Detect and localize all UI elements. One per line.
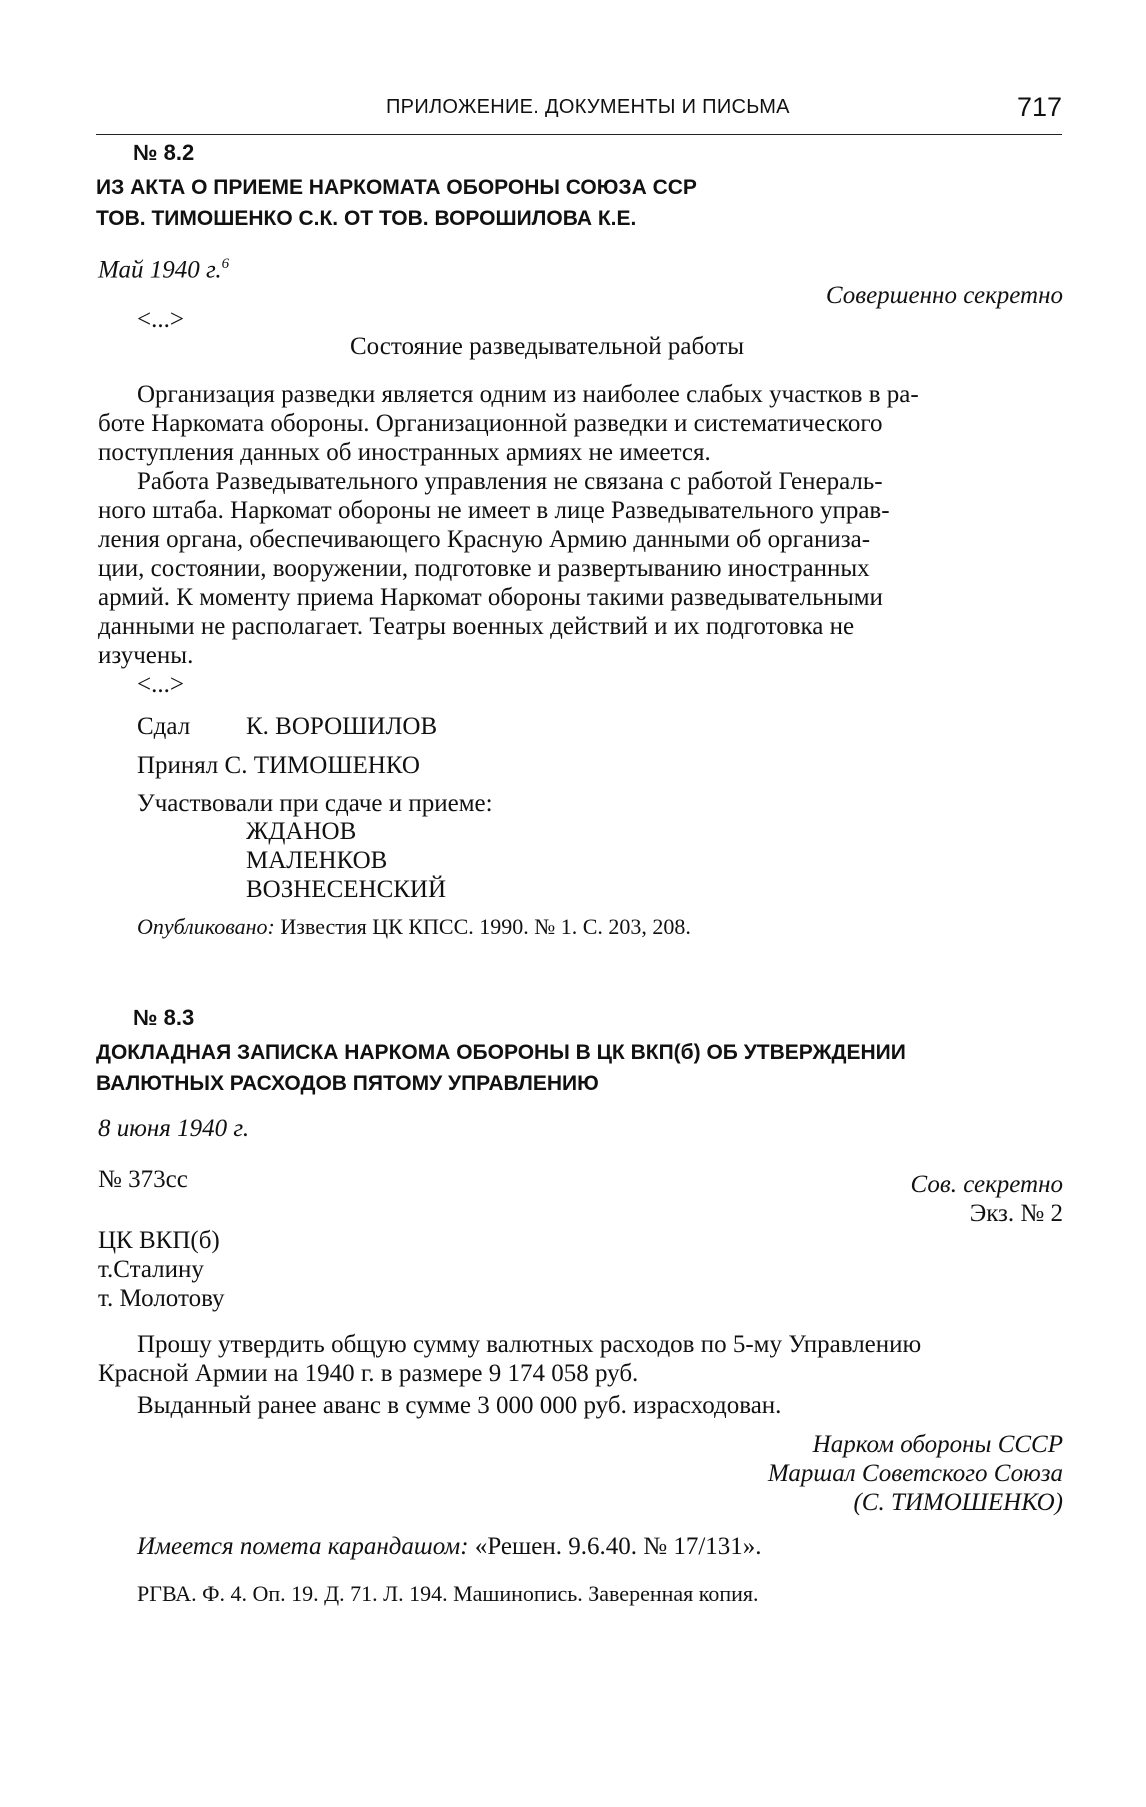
doc2-number: № 8.3 bbox=[133, 1005, 195, 1030]
doc2-reg-number: № 373сс bbox=[98, 1166, 188, 1193]
doc1-ellipsis-1: <...> bbox=[137, 306, 184, 333]
doc2-p1-line2: Красной Армии на 1940 г. в размере 9 174 058 руб. bbox=[98, 1360, 639, 1387]
doc1-handed-label: Сдал bbox=[137, 713, 191, 740]
page-header bbox=[96, 92, 1062, 135]
doc1-participant-1: ЖДАНОВ bbox=[246, 818, 357, 845]
doc1-section-heading: Состояние разведывательной работы bbox=[350, 333, 745, 360]
doc1-secrecy: Совершенно секретно bbox=[825, 282, 1063, 309]
doc2-pencil-text: «Решен. 9.6.40. № 17/131». bbox=[474, 1533, 762, 1560]
doc1-published bbox=[137, 913, 691, 941]
doc2-pencil-label: Имеется помета карандашом: bbox=[137, 1533, 469, 1560]
doc1-p2-line1: Работа Разведывательного управления не связана с работой Генераль- bbox=[137, 468, 883, 495]
doc1-published-source: Известия ЦК КПСС. 1990. № 1. С. 203, 208. bbox=[280, 914, 691, 939]
doc2-p2: Выданный ранее аванс в сумме 3 000 000 руб. израсходован. bbox=[137, 1392, 782, 1419]
doc1-title-line2: ТОВ. ТИМОШЕНКО С.К. ОТ ТОВ. ВОРОШИЛОВА К.Е. bbox=[96, 207, 637, 230]
doc2-title-line2: ВАЛЮТНЫХ РАСХОДОВ ПЯТОМУ УПРАВЛЕНИЮ bbox=[96, 1072, 599, 1095]
page-number: 717 bbox=[1016, 92, 1062, 122]
doc1-date bbox=[98, 250, 229, 284]
doc2-addressee-1: ЦК ВКП(б) bbox=[98, 1227, 220, 1254]
doc1-p1-line3: поступления данных об иностранных армиях не имеется. bbox=[98, 439, 711, 466]
doc1-participant-3: ВОЗНЕСЕНСКИЙ bbox=[246, 876, 447, 903]
doc1-p1-line1: Организация разведки является одним из наиболее слабых участков в ра- bbox=[137, 381, 919, 408]
doc1-date-text: Май 1940 г. bbox=[98, 256, 222, 284]
doc1-handed-name: К. ВОРОШИЛОВ bbox=[246, 713, 438, 740]
doc1-p1-line2: боте Наркомата обороны. Организационной разведки и систематического bbox=[98, 410, 883, 437]
doc1-received: Принял С. ТИМОШЕНКО bbox=[137, 752, 420, 779]
doc2-archive-ref: РГВА. Ф. 4. Оп. 19. Д. 71. Л. 194. Машинопись. Заверенная копия. bbox=[137, 1581, 759, 1606]
doc2-signature-line2: Маршал Советского Союза bbox=[767, 1460, 1063, 1487]
doc1-published-label: Опубликовано: bbox=[137, 914, 275, 939]
doc1-p2-line4: ции, состоянии, вооружении, подготовке и развертыванию иностранных bbox=[98, 555, 870, 582]
doc2-addressee-3: т. Молотову bbox=[98, 1285, 225, 1312]
doc1-number: № 8.2 bbox=[133, 140, 195, 165]
doc1-date-footnote: 6 bbox=[221, 256, 230, 272]
doc1-p2-line3: ления органа, обеспечивающего Красную Армию данными об организа- bbox=[98, 526, 871, 553]
doc2-signature-line3: (С. ТИМОШЕНКО) bbox=[853, 1489, 1063, 1516]
doc1-p2-line5: армий. К моменту приема Наркомат обороны такими разведывательными bbox=[98, 584, 883, 611]
doc2-date: 8 июня 1940 г. bbox=[98, 1115, 250, 1142]
doc2-addressee-2: т.Сталину bbox=[98, 1256, 204, 1283]
doc2-p1-line1: Прошу утвердить общую сумму валютных расходов по 5-му Управлению bbox=[137, 1331, 922, 1358]
doc1-p2-line7: изучены. bbox=[98, 642, 194, 669]
doc2-title-line1: ДОКЛАДНАЯ ЗАПИСКА НАРКОМА ОБОРОНЫ В ЦК ВКП(б) ОБ УТВЕРЖДЕНИИ bbox=[96, 1041, 906, 1064]
doc2-pencil-note bbox=[137, 1532, 762, 1561]
doc2-secrecy: Сов. секретно bbox=[910, 1171, 1063, 1198]
doc1-ellipsis-2: <...> bbox=[137, 671, 184, 698]
doc1-participant-2: МАЛЕНКОВ bbox=[246, 847, 388, 874]
running-title: ПРИЛОЖЕНИЕ. ДОКУМЕНТЫ И ПИСЬМА bbox=[386, 96, 790, 118]
doc2-signature-line1: Нарком обороны СССР bbox=[812, 1431, 1063, 1458]
doc1-p2-line2: ного штаба. Наркомат обороны не имеет в лице Разведывательного управ- bbox=[98, 497, 890, 524]
doc1-title-line1: ИЗ АКТА О ПРИЕМЕ НАРКОМАТА ОБОРОНЫ СОЮЗА ССР bbox=[96, 176, 697, 199]
doc1-participants-label: Участвовали при сдаче и приеме: bbox=[137, 790, 493, 817]
doc1-p2-line6: данными не располагает. Театры военных действий и их подготовка не bbox=[98, 613, 855, 640]
doc2-copy: Экз. № 2 bbox=[969, 1200, 1063, 1227]
